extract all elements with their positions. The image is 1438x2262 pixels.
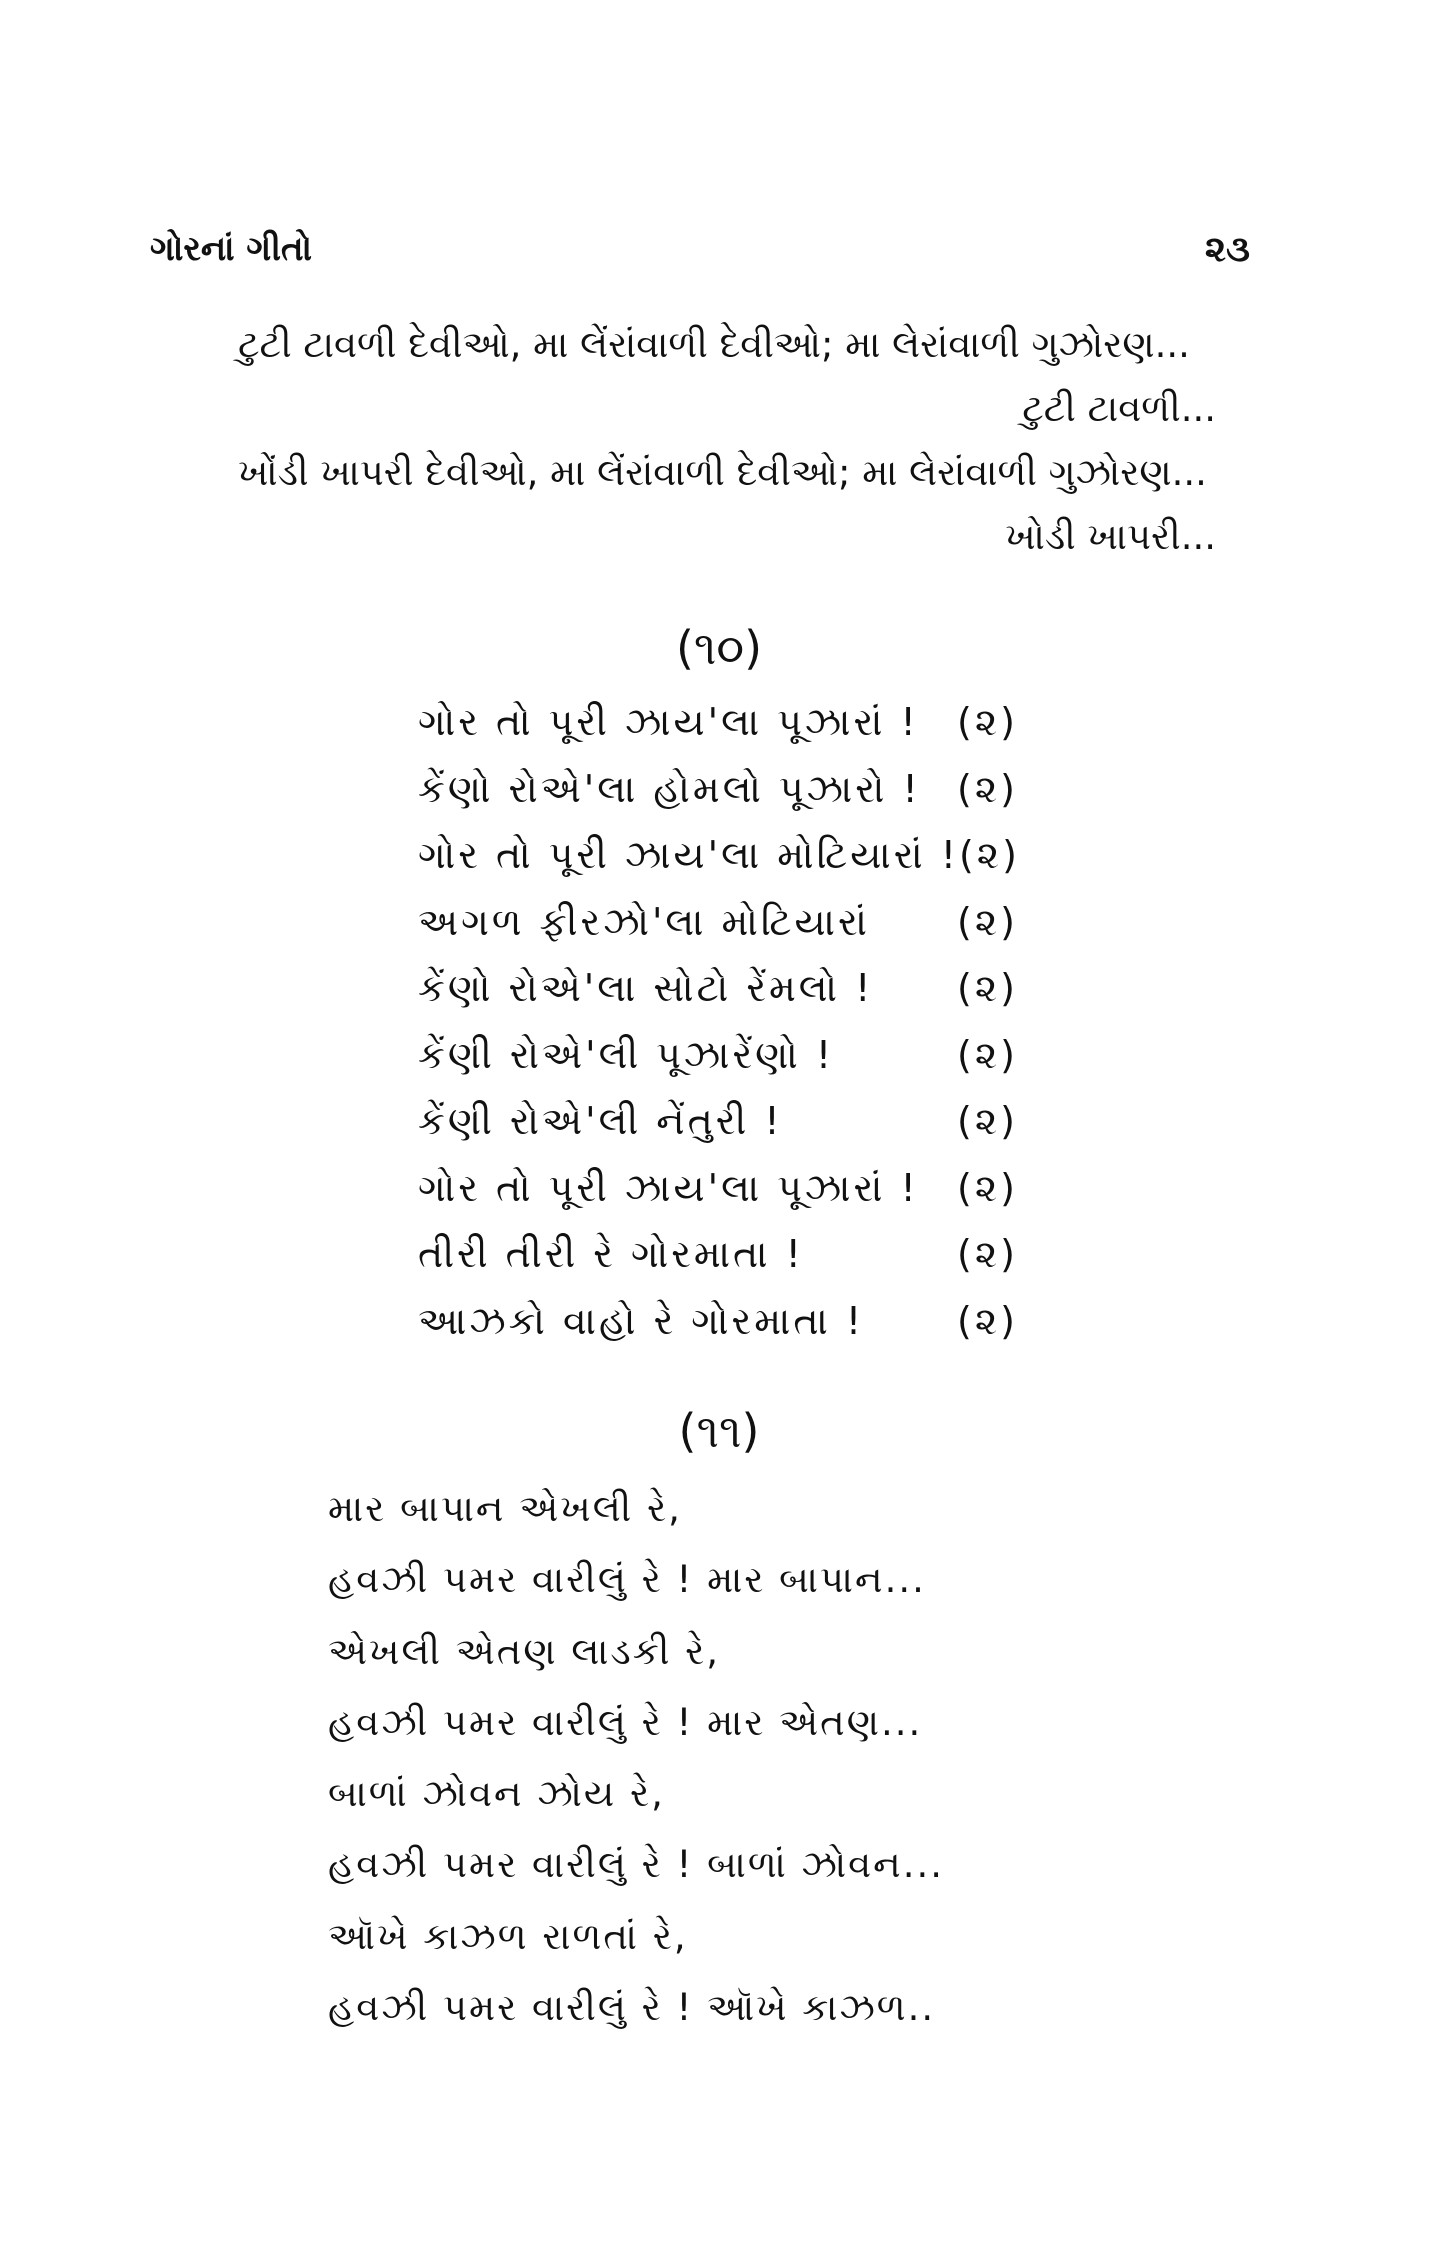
verse-text: આઝકો વાહો રે ગોરમાતા ! — [418, 1298, 865, 1343]
verse-text: ગોર તો પૂરી ઝાય'લા પૂઝારાં ! — [418, 700, 919, 744]
intro-verse-line: ખોંડી ખાપરી દેવીઓ, મા લેંરાંવાળી દેવીઓ; મા લેરાંવાળી ગુઝોરણ... — [238, 451, 1207, 494]
refrain-mark: (૨) — [957, 1165, 1018, 1210]
song-10-verses — [418, 700, 1018, 1365]
song-11-line: ઑખે કાઝળ રાળતાં રે, — [328, 1914, 688, 1958]
verse-text: કેંણી રોએ'લી પૂઝારેંણો ! — [418, 1032, 835, 1077]
refrain-mark: (૨) — [957, 1298, 1018, 1343]
song-10-line — [418, 767, 1018, 834]
song-10-line — [418, 966, 1018, 1033]
refrain-mark: (૨) — [957, 766, 1018, 811]
verse-text: અગળ ફીરઝો'લા મોટિયારાં — [418, 899, 870, 944]
song-10-line — [418, 1099, 1018, 1166]
intro-refrain-line: ટુટી ટાવળી... — [1022, 387, 1216, 430]
intro-verse-line: ટુટી ટાવળી દેવીઓ, મા લેંરાંવાળી દેવીઓ; મા લેરાંવાળી ગુઝોરણ... — [238, 323, 1190, 366]
song-10-line — [418, 900, 1018, 967]
song-10-line — [418, 1033, 1018, 1100]
refrain-mark: (૨) — [957, 1232, 1018, 1276]
song-10-line — [418, 700, 1018, 767]
page-number: ૨૩ — [1204, 229, 1250, 270]
song-11-heading: (૧૧) — [678, 1404, 760, 1458]
intro-refrain-line: ખોડી ખાપરી... — [1005, 515, 1216, 558]
song-11-line: હવઝી પમર વારીલું રે ! ઑખે કાઝળ.. — [328, 1986, 936, 2030]
verse-text: કેંણો રોએ'લા હોમલો પૂઝારો ! — [418, 766, 921, 811]
song-11-line: હવઝી પમર વારીલું રે ! માર બાપાન... — [328, 1558, 926, 1602]
verse-text: ગોર તો પૂરી ઝાય'લા મોટિયારાં ! — [418, 833, 959, 877]
verse-text: ગોર તો પૂરી ઝાય'લા પૂઝારાં ! — [418, 1165, 919, 1210]
song-10-heading: (૧૦) — [675, 621, 763, 675]
song-11-line: એખલી એતણ લાડકી રે, — [328, 1629, 721, 1673]
verse-text: કેંણી રોએ'લી નેંતુરી ! — [418, 1099, 783, 1143]
refrain-mark: (૨) — [957, 966, 1018, 1010]
song-11-verses — [328, 1487, 944, 2057]
song-10-line — [418, 1166, 1018, 1233]
song-11-line: માર બાપાન એખલી રે, — [328, 1487, 682, 1530]
song-10-line — [418, 1232, 1018, 1299]
song-11-line: હવઝી પમર વારીલું રે ! બાળાં ઝોવન... — [328, 1843, 944, 1887]
song-11-line: હવઝી પમર વારીલું રે ! માર એતણ... — [328, 1700, 923, 1744]
song-10-line — [418, 833, 1018, 900]
verse-text: કેંણો રોએ'લા સોટો રેંમલો ! — [418, 966, 874, 1010]
song-11-line: બાળાં ઝોવન ઝોય રે, — [328, 1772, 665, 1816]
running-header-title: ગોરનાં ગીતો — [150, 229, 312, 269]
song-10-line — [418, 1299, 1018, 1366]
refrain-mark: (૨) — [957, 1032, 1018, 1077]
refrain-mark: (૨) — [958, 833, 1020, 877]
refrain-mark: (૨) — [957, 1099, 1018, 1143]
refrain-mark: (૨) — [957, 700, 1018, 744]
refrain-mark: (૨) — [957, 899, 1018, 944]
verse-text: તીરી તીરી રે ગોરમાતા ! — [418, 1232, 804, 1276]
